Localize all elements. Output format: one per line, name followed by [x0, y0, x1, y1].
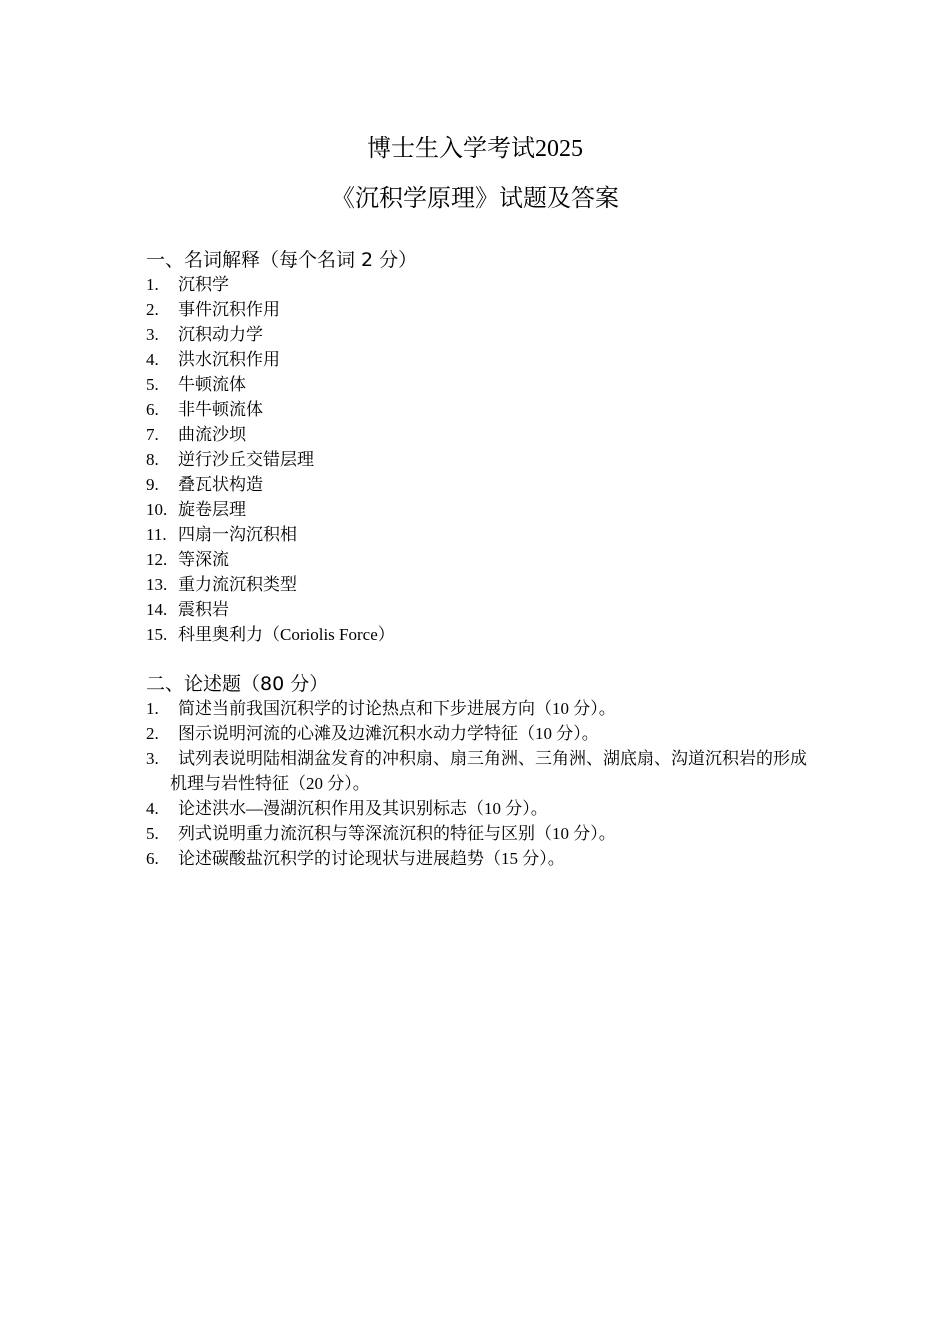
item-number: 7. [146, 425, 159, 444]
list-item [146, 472, 395, 497]
item-number: 6. [146, 400, 159, 419]
item-text: 列式说明重力流沉积与等深流沉积的特征与区别（10 分）。 [178, 824, 616, 843]
item-text: 重力流沉积类型 [178, 575, 297, 594]
item-number: 1. [146, 275, 159, 294]
list-item [146, 696, 816, 721]
list-item [146, 572, 395, 597]
item-number: 8. [146, 450, 159, 469]
item-text: 非牛顿流体 [178, 400, 263, 419]
list-item [146, 796, 816, 821]
list-item [146, 522, 395, 547]
list-item [146, 746, 816, 796]
item-number: 5. [146, 824, 159, 843]
list-item [146, 447, 395, 472]
list-item [146, 497, 395, 522]
item-text: 简述当前我国沉积学的讨论热点和下步进展方向（10 分）。 [178, 699, 616, 718]
item-text: 叠瓦状构造 [178, 475, 263, 494]
item-number: 6. [146, 849, 159, 868]
item-number: 10. [146, 500, 168, 519]
section-heading-essays: 二、论述题（80 分） [146, 673, 329, 695]
item-text: 曲流沙坝 [178, 425, 246, 444]
essay-questions-list [146, 696, 816, 871]
item-number: 1. [146, 699, 159, 718]
item-text: 事件沉积作用 [178, 300, 280, 319]
item-number: 15. [146, 625, 168, 644]
item-number: 13. [146, 575, 168, 594]
item-number: 2. [146, 300, 159, 319]
item-text: 论述洪水—漫湖沉积作用及其识别标志（10 分）。 [178, 799, 548, 818]
item-text: 震积岩 [178, 600, 229, 619]
list-item [146, 547, 395, 572]
list-item [146, 422, 395, 447]
list-item [146, 846, 816, 871]
item-text: 洪水沉积作用 [178, 350, 280, 369]
item-text: 沉积动力学 [178, 325, 263, 344]
item-text: 旋卷层理 [178, 500, 246, 519]
list-item [146, 297, 395, 322]
item-number: 9. [146, 475, 159, 494]
item-text: 论述碳酸盐沉积学的讨论现状与进展趋势（15 分）。 [178, 849, 565, 868]
item-number: 11. [146, 525, 167, 544]
list-item [146, 397, 395, 422]
item-number: 2. [146, 724, 159, 743]
list-item [146, 347, 395, 372]
item-text: 科里奥利力（Coriolis Force） [178, 625, 395, 644]
document-title: 博士生入学考试2025 [367, 136, 583, 162]
item-number: 5. [146, 375, 159, 394]
item-text: 试列表说明陆相湖盆发育的冲积扇、扇三角洲、三角洲、湖底扇、沟道沉积岩的形成机理与岩性特征（20 分）。 [170, 749, 807, 793]
list-item [146, 821, 816, 846]
list-item [146, 272, 395, 297]
item-number: 3. [146, 325, 159, 344]
item-number: 4. [146, 350, 159, 369]
item-text: 图示说明河流的心滩及边滩沉积水动力学特征（10 分）。 [178, 724, 599, 743]
item-number: 14. [146, 600, 168, 619]
list-item [146, 372, 395, 397]
section-heading-terms: 一、名词解释（每个名词 2 分） [146, 249, 418, 271]
item-number: 4. [146, 799, 159, 818]
list-item [146, 597, 395, 622]
item-text: 牛顿流体 [178, 375, 246, 394]
list-item [146, 322, 395, 347]
terms-list [146, 272, 395, 647]
item-text: 沉积学 [178, 275, 229, 294]
item-number: 3. [146, 749, 159, 768]
item-text: 等深流 [178, 550, 229, 569]
item-text: 逆行沙丘交错层理 [178, 450, 314, 469]
item-text: 四扇一沟沉积相 [178, 525, 297, 544]
list-item [146, 721, 816, 746]
item-number: 12. [146, 550, 168, 569]
document-subtitle: 《沉积学原理》试题及答案 [331, 186, 619, 212]
list-item [146, 622, 395, 647]
